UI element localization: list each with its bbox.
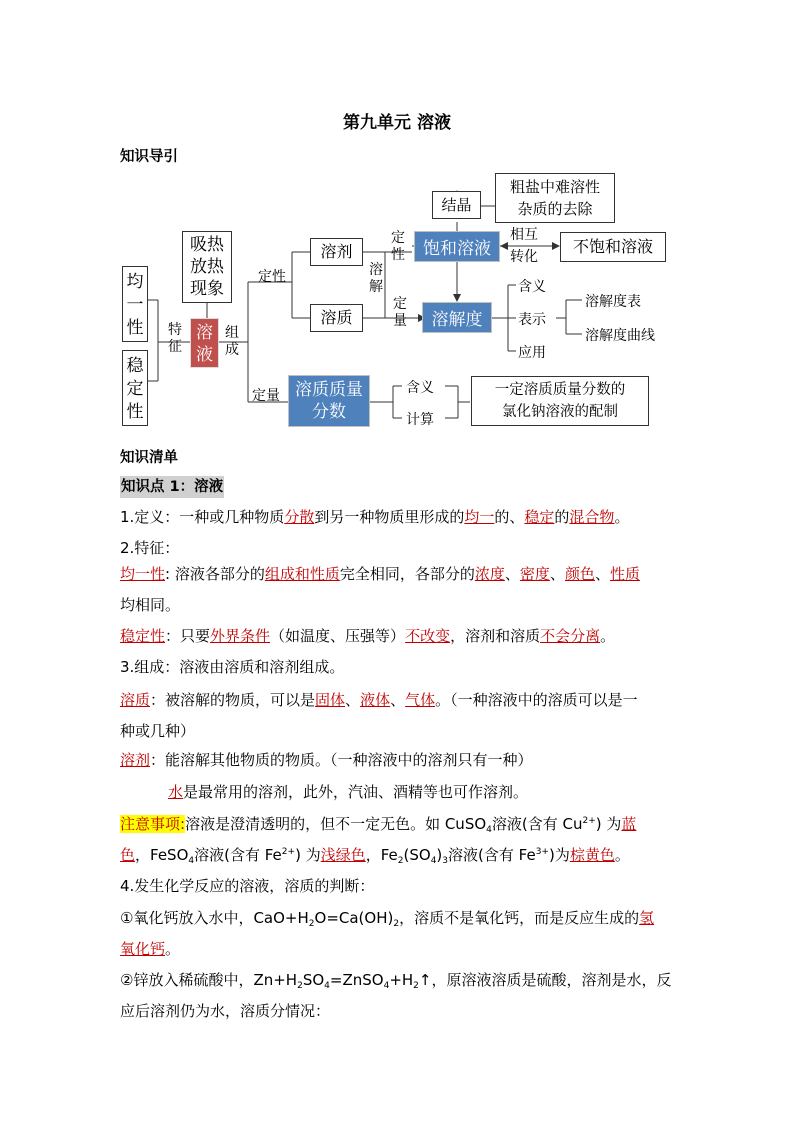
composition-paragraph: 3.组成：溶液由溶质和溶剂组成。: [120, 658, 345, 676]
feature-label: 特 征: [168, 322, 182, 355]
qualitative-label: 定性: [258, 269, 286, 285]
quantitative-label-2: 定 量: [393, 296, 407, 329]
zinc-paragraph: ②锌放入稀硫酸中，$Zn+H_2SO_4=ZnSO_4+H_2↑$，原溶液溶质是硫酸，溶剂是水，反 应后溶剂仍为水，溶质分情况：: [120, 971, 672, 1020]
mutual-transform-label: 相互 转化: [510, 227, 538, 265]
solvent-box: 溶剂: [310, 238, 363, 266]
homogeneity-paragraph: 均一性: 溶液各部分的组成和性质完全相同，各部分的浓度、密度、颜色、性质 均相同。: [120, 565, 640, 614]
heat-phenomenon-box: 吸热 放热 现象: [182, 231, 232, 303]
preparation-box: 一定溶质质量分数的 氯化钠溶液的配制: [471, 376, 649, 426]
stability-box: 稳 定 性: [122, 350, 148, 426]
homogeneity-box: 均 一 性: [122, 266, 148, 342]
saturated-solution-box: 饱和溶液: [414, 231, 500, 262]
page-title: 第九单元 溶液: [343, 113, 451, 133]
solution-center-box: 溶 液: [190, 318, 219, 368]
mass-fraction-box: 溶质质量 分数: [288, 375, 370, 427]
diagram-connectors: [0, 0, 794, 440]
solute-paragraph: 溶质：被溶解的物质，可以是固体、液体、气体。（一种溶液中的溶质可以是一 种或几种）: [120, 691, 638, 740]
compose-label: 组 成: [225, 325, 239, 358]
solubility-curve-label: 溶解度曲线: [585, 328, 655, 344]
knowledge-point-1-label: 知识点 1：溶液: [120, 476, 224, 498]
definition-paragraph: 1.定义：一种或几种物质分散到另一种物质里形成的均一的、稳定的混合物。: [120, 508, 630, 526]
water-solvent-paragraph: 水是最常用的溶剂，此外，汽油、酒精等也可作溶剂。: [168, 783, 529, 801]
solvent-paragraph: 溶剂：能溶解其他物质的物质。（一种溶液中的溶剂只有一种）: [120, 751, 533, 769]
mass-fraction-calc-label: 计算: [406, 412, 434, 428]
solubility-express-label: 表示: [518, 312, 546, 328]
qualitative-label-2: 定 性: [391, 230, 405, 263]
crystallization-box: 结晶: [432, 191, 481, 219]
section-heading-guide: 知识导引: [120, 149, 178, 165]
quantitative-label: 定量: [252, 388, 280, 404]
dissolve-label: 溶 解: [369, 262, 383, 295]
solubility-table-label: 溶解度表: [585, 294, 641, 310]
stability-paragraph: 稳定性：只要外界条件（如温度、压强等）不改变，溶剂和溶质不会分离。: [120, 627, 616, 645]
section-heading-list: 知识清单: [120, 450, 178, 466]
cao-paragraph: ①氧化钙放入水中，$CaO+H_2O=Ca(OH)_2$，溶质不是氧化钙，而是反应生成的氢 氧化钙。: [120, 909, 655, 958]
solubility-apply-label: 应用: [518, 345, 546, 361]
feature-heading: 2.特征：: [120, 539, 180, 557]
solute-box: 溶质: [310, 304, 363, 332]
solubility-meaning-label: 含义: [518, 279, 546, 295]
salt-impurity-box: 粗盐中难溶性 杂质的去除: [495, 173, 615, 223]
solubility-box: 溶解度: [422, 302, 492, 333]
unsaturated-solution-box: 不饱和溶液: [560, 232, 666, 262]
reaction-heading: 4.发生化学反应的溶液，溶质的判断：: [120, 877, 375, 895]
notice-paragraph: 注意事项:溶液是澄清透明的，但不一定无色。如 CuSO$_4$溶液(含有 $Cu^{2+}$) 为蓝 色，FeSO$_4$溶液(含有 $Fe^{2+}$) 为浅绿色，$Fe_2(SO_4)_3$溶液(含有 $Fe^{3+}$)为棕黄色。: [120, 815, 637, 866]
mass-fraction-meaning-label: 含义: [406, 380, 434, 396]
